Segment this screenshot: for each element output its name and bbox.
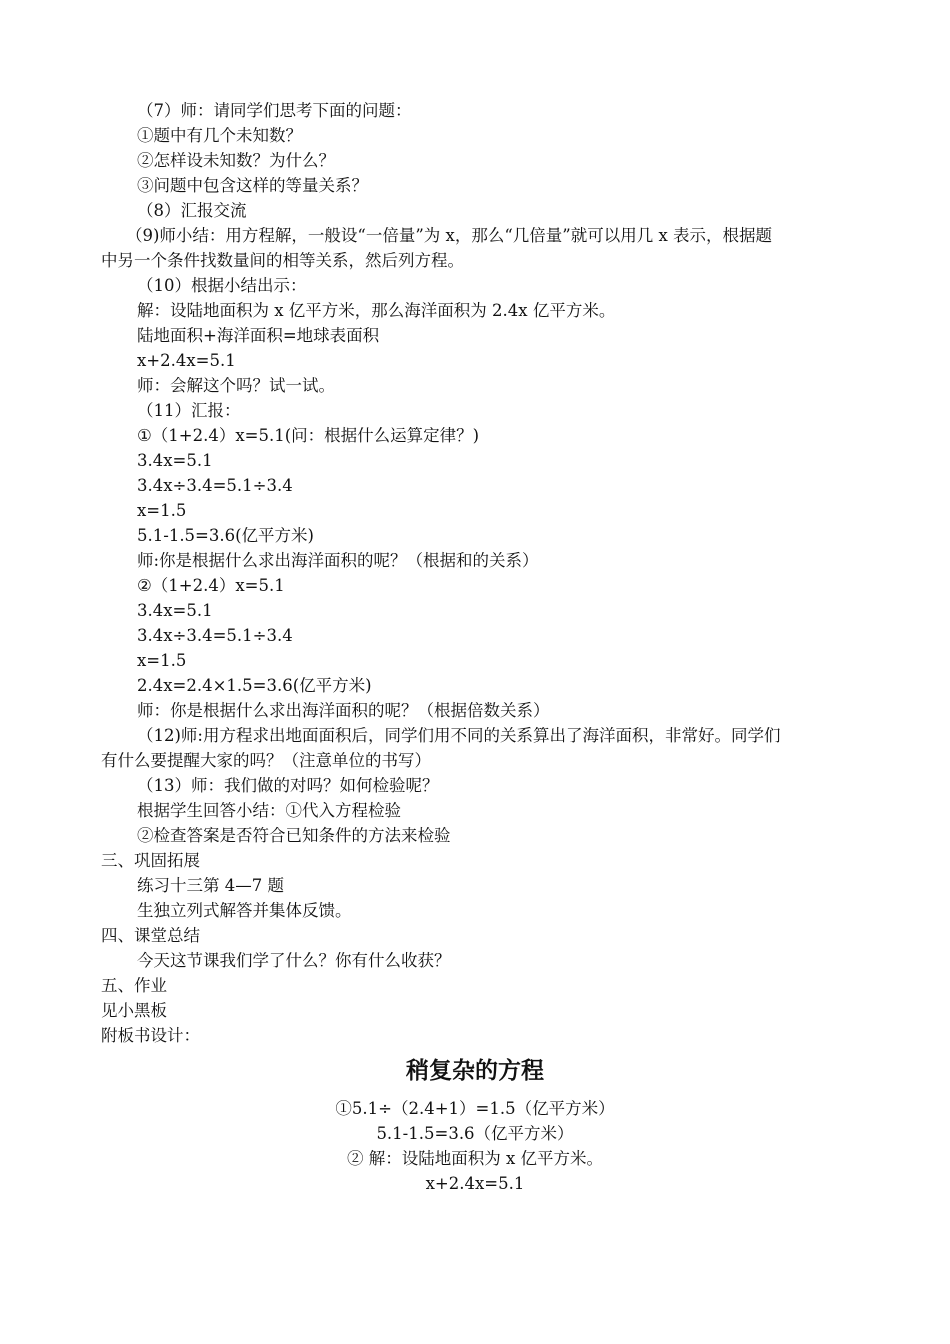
text-line: ③问题中包含这样的等量关系？ <box>137 176 368 195</box>
text-line: 3.4x÷3.4=5.1÷3.4 <box>137 476 293 495</box>
text-line: 陆地面积+海洋面积=地球表面积 <box>137 326 380 345</box>
text-line: （11）汇报： <box>137 401 241 420</box>
text-line: 解：设陆地面积为 x 亿平方米，那么海洋面积为 2.4x 亿平方米。 <box>137 301 616 320</box>
text-line: 3.4x÷3.4=5.1÷3.4 <box>137 626 293 645</box>
text-line: 5.1-1.5=3.6(亿平方米) <box>137 526 314 545</box>
text-line: x=1.5 <box>137 501 187 520</box>
text-line: 3.4x=5.1 <box>137 451 213 470</box>
text-line: x+2.4x=5.1 <box>137 351 236 370</box>
text-line: （12)师:用方程求出地面面积后，同学们用不同的关系算出了海洋面积，非常好。同学们 <box>137 726 781 745</box>
board-line: ② 解：设陆地面积为 x 亿平方米。 <box>346 1149 604 1168</box>
text-line: （8）汇报交流 <box>137 201 247 220</box>
text-line: ①题中有几个未知数？ <box>137 126 302 145</box>
text-line: 今天这节课我们学了什么？你有什么收获？ <box>137 951 451 970</box>
section-heading: 三、巩固拓展 <box>101 851 200 870</box>
text-line: ②怎样设未知数？为什么？ <box>137 151 335 170</box>
text-line: 生独立列式解答并集体反馈。 <box>137 901 352 920</box>
text-line: （7）师：请同学们思考下面的问题： <box>137 101 412 120</box>
text-line: ②检查答案是否符合已知条件的方法来检验 <box>137 826 451 845</box>
text-line: 3.4x=5.1 <box>137 601 213 620</box>
text-line: （9)师小结：用方程解，一般设“一倍量”为 x，那么“几倍量”就可以用几 x 表示，根据题 <box>126 226 773 245</box>
text-line: ①（1+2.4）x=5.1(问：根据什么运算定律？) <box>137 426 480 445</box>
text-line: 见小黑板 <box>101 1001 167 1020</box>
section-heading: 五、作业 <box>101 976 167 995</box>
text-line: 有什么要提醒大家的吗？（注意单位的书写） <box>101 751 431 770</box>
text-line: 2.4x=2.4×1.5=3.6(亿平方米) <box>137 676 372 695</box>
text-line: 根据学生回答小结：①代入方程检验 <box>137 801 401 820</box>
text-line: 师:你是根据什么求出海洋面积的呢？（根据和的关系） <box>137 551 539 570</box>
text-line: 中另一个条件找数量间的相等关系，然后列方程。 <box>101 251 464 270</box>
board-title: 稍复杂的方程 <box>406 1058 544 1084</box>
text-line: 师：会解这个吗？试一试。 <box>137 376 335 395</box>
board-line: x+2.4x=5.1 <box>425 1174 525 1193</box>
text-line: 师：你是根据什么求出海洋面积的呢？（根据倍数关系） <box>137 701 550 720</box>
section-heading: 四、课堂总结 <box>101 926 200 945</box>
board-line: ①5.1÷（2.4+1）=1.5（亿平方米） <box>335 1099 615 1118</box>
text-line: 练习十三第 4—7 题 <box>137 876 284 895</box>
text-line: （13）师：我们做的对吗？如何检验呢？ <box>137 776 439 795</box>
board-line: 5.1-1.5=3.6（亿平方米） <box>376 1124 574 1143</box>
text-line: （10）根据小结出示： <box>137 276 307 295</box>
text-line: 附板书设计： <box>101 1026 200 1045</box>
text-line: x=1.5 <box>137 651 187 670</box>
text-line: ②（1+2.4）x=5.1 <box>137 576 285 595</box>
